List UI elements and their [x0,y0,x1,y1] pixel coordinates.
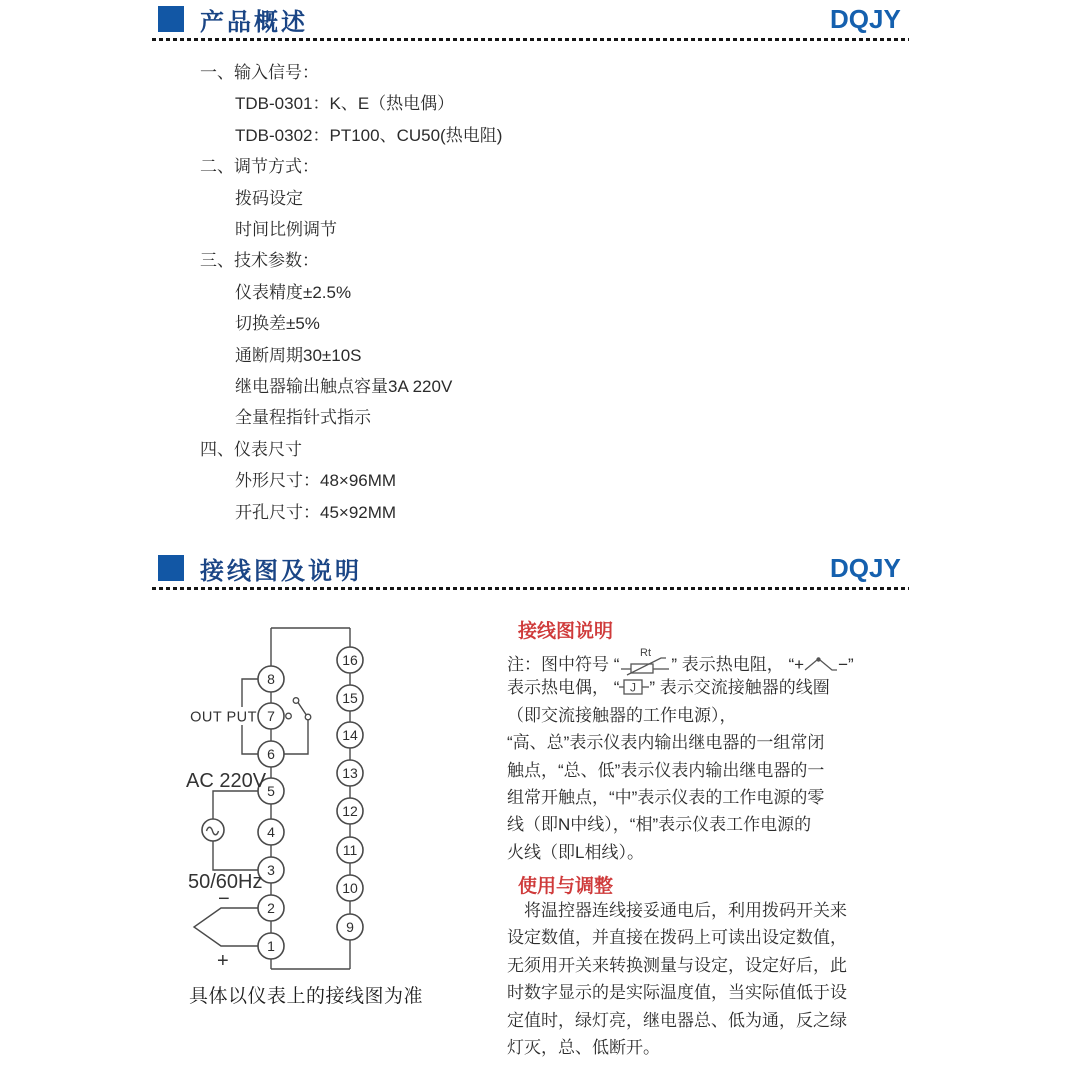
brand-logo: DQJY [830,4,901,34]
section-header-wiring [0,549,1066,611]
usage-line: 将温控器连线接妥通电后，利用拨码开关来 [507,901,847,920]
usage-line: 定值时，绿灯亮，继电器总、低为通，反之绿 [507,1010,847,1030]
wire-switch [284,720,308,754]
spec-row: TDB-0302：PT100、CU50(热电阻) [235,125,503,145]
section-marker-icon [158,6,184,32]
ac-source-icon [202,819,224,841]
spec-row: 三、技术参数： [200,251,319,271]
brand-logo: DQJY [830,553,901,583]
output-label: OUT PUT [190,709,257,726]
ac-voltage-label: AC 220V [186,770,267,792]
spec-row: 拨码设定 [235,188,303,208]
terminal-label: 16 [342,652,358,668]
notes-body [507,647,854,866]
spec-row: 通断周期30±10S [235,345,362,365]
notes-title: 接线图说明 [518,621,614,642]
spec-row: 开孔尺寸：45×92MM [235,502,397,522]
terminal-label: 2 [267,900,275,916]
spec-list [200,57,502,528]
note-text: ” 表示交流接触器的线圈 [649,678,830,698]
spec-row: 时间比例调节 [235,220,337,240]
usage-line: 设定数值，并直接在拨码上可读出设定数值， [507,928,847,948]
note-lines [507,702,854,866]
terminal-label: 10 [342,880,358,896]
usage-line: 无须用开关来转换测量与设定，设定好后，此 [507,955,847,975]
note-line: （即交流接触器的工作电源）， [507,705,737,725]
switch-contact-icon [293,698,299,704]
terminal-circles [258,647,363,959]
frequency-label: 50/60Hz [188,871,263,893]
usage-line: 时数字显示的是实际温度值，当实际值低于设 [507,983,847,1003]
rtd-symbol-icon [619,647,671,677]
note-line: 触点，“总、低”表示仪表内输出继电器的一 [507,760,825,780]
terminal-label: 15 [342,690,358,706]
spec-row: 外形尺寸：48×96MM [235,471,397,491]
terminal-label: 3 [267,862,275,878]
spec-row: TDB-0301：K、E（热电偶） [235,94,455,114]
terminal-label: 1 [267,938,275,954]
spec-row: 四、仪表尺寸 [200,439,302,459]
plus-label: + [217,950,229,972]
minus-label: − [218,888,230,910]
note-text: 注：图中符号 “ [507,655,620,674]
dotted-rule [152,38,909,41]
wiring-diagram [150,614,490,1014]
spec-row: 仪表精度±2.5% [235,282,352,302]
note-line-symbols-2 [507,674,854,701]
terminal-label: 6 [267,746,275,762]
wire-ac-bottom [213,841,258,870]
note-line: 线（即N中线），“相”表示仪表工作电源的 [507,815,812,835]
usage-title: 使用与调整 [518,876,614,897]
terminal-label: 5 [267,783,275,799]
switch-lever-icon [298,703,306,715]
section-header-overview [0,0,1066,62]
svg-text:J: J [630,680,637,695]
note-line: “高、总”表示仪表内输出继电器的一组常闭 [507,733,825,753]
note-text: 表示热电偶， “ [507,678,620,698]
terminal-label: 14 [342,727,358,743]
spec-row: 切换差±5% [235,314,320,334]
usage-line: 灯灭，总、低断开。 [507,1037,660,1057]
section-title: 接线图及说明 [200,558,362,585]
note-text: ” 表示热电阻， “+ [671,655,805,674]
thermocouple-symbol-icon [804,655,838,673]
note-line-symbols-1 [507,647,854,674]
section-title: 产品概述 [200,9,308,36]
thermocouple-probe-icon [194,908,258,946]
switch-contact-icon [286,713,292,719]
spec-row: 全量程指针式指示 [235,408,371,428]
spec-row: 一、输入信号： [200,63,319,82]
svg-text:Rt: Rt [640,647,652,659]
usage-body [507,897,847,1061]
terminal-label: 8 [267,671,275,687]
wire-ac-top [213,791,258,819]
switch-contact-icon [305,714,311,720]
spec-row: 二、调节方式： [200,157,319,177]
terminal-label: 9 [346,919,354,935]
wiring-notes-column [507,614,947,1066]
contactor-coil-symbol-icon [619,677,649,697]
diagram-caption: 具体以仪表上的接线图为准 [189,986,424,1007]
section-marker-icon [158,555,184,581]
note-line: 火线（即L相线）。 [507,842,644,862]
terminal-label: 13 [342,765,358,781]
terminal-label: 4 [267,824,275,840]
note-line: 组常开触点，“中”表示仪表的工作电源的零 [507,787,825,807]
dotted-rule [152,587,909,590]
note-text: −” [838,655,854,674]
terminal-label: 7 [267,708,275,724]
terminal-label: 11 [342,842,358,858]
terminal-label: 12 [342,803,358,819]
spec-row: 继电器输出触点容量3A 220V [235,377,453,397]
